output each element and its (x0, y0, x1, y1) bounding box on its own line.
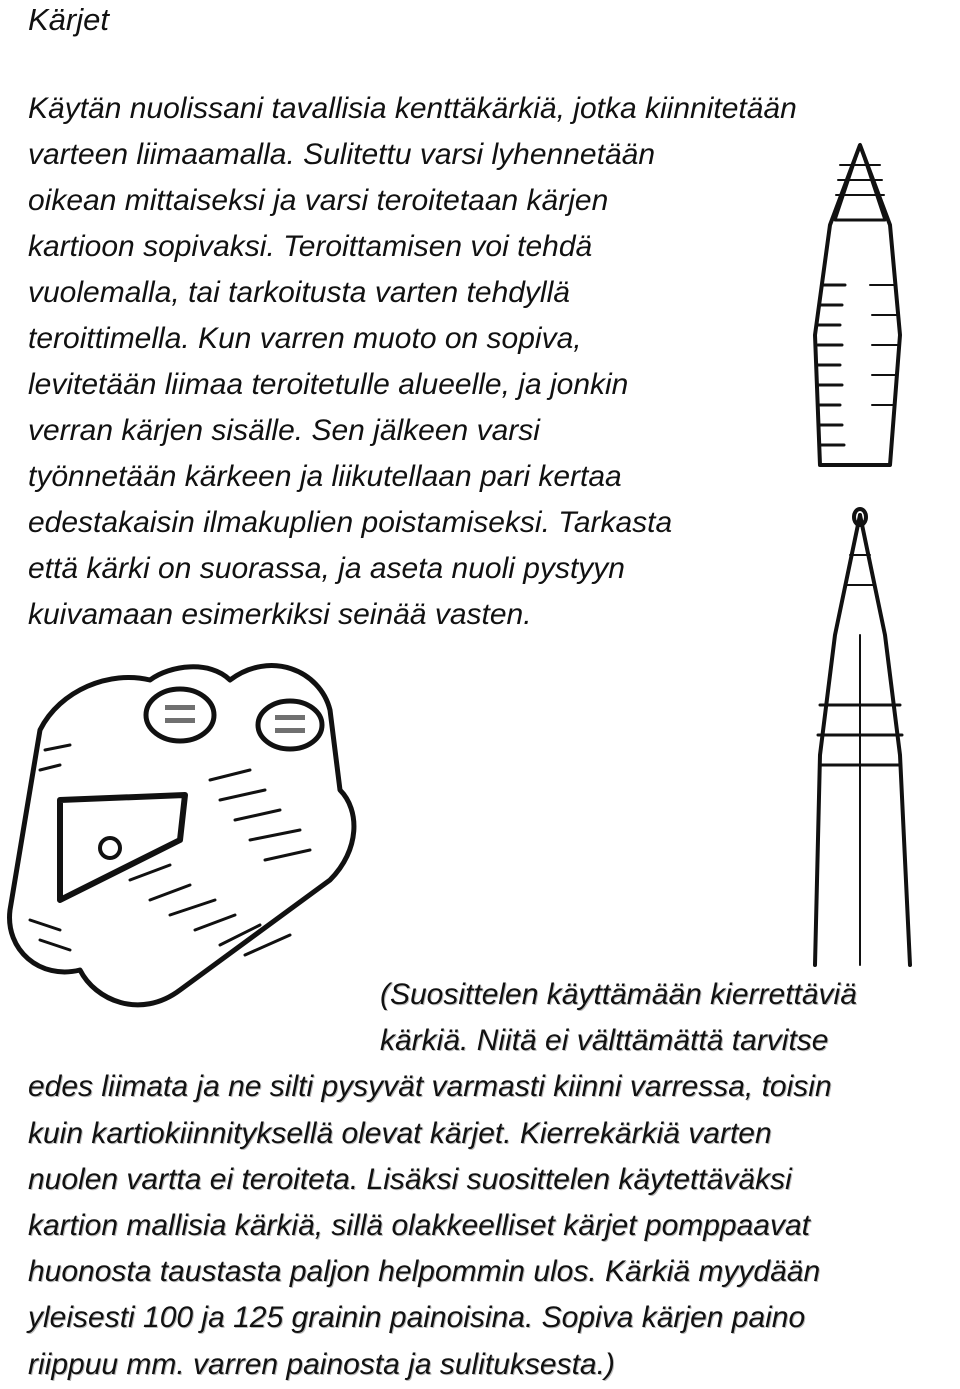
text-line: kärkiä. Niitä ei välttämättä tarvitse (380, 1024, 829, 1058)
text-line: riippuu mm. varren painosta ja sulituksesta.) (28, 1347, 615, 1381)
text-line: edestakaisin ilmakuplien poistamiseksi. Tarkasta (28, 506, 673, 539)
text-line: teroittimella. Kun varren muoto on sopiva, (28, 322, 582, 355)
text-line: Käytän nuolissani tavallisia kenttäkärkiä, jotka kiinnitetään (28, 92, 797, 125)
text-line: työnnetään kärkeen ja liikutellaan pari kertaa (28, 460, 622, 493)
text-line: levitetään liimaa teroitetulle alueelle, ja jonkin (28, 368, 629, 401)
sharpened-shafts-drawing (760, 135, 960, 975)
text-line: että kärki on suorassa, ja aseta nuoli pystyyn (28, 552, 625, 585)
text-line: kuin kartiokiinnityksellä olevat kärjet. Kierrekärkiä varten (28, 1116, 772, 1150)
text-line: kartion mallisia kärkiä, sillä olakkeelliset kärjet pomppaavat (28, 1208, 811, 1242)
text-line: edes liimata ja ne silti pysyvät varmasti kiinni varressa, toisin (28, 1070, 832, 1104)
paragraph-instructions (28, 86, 797, 638)
text-line: kartioon sopivaksi. Teroittamisen voi tehdä (28, 230, 593, 263)
text-line: yleisesti 100 ja 125 grainin painoisina. Sopiva kärjen paino (28, 1301, 806, 1335)
text-line: nuolen vartta ei teroiteta. Lisäksi suosittelen käytettäväksi (28, 1162, 792, 1196)
page-title: Kärjet (28, 2, 109, 37)
text-line: kuivamaan esimerkiksi seinää vasten. (28, 598, 532, 631)
text-line: verran kärjen sisälle. Sen jälkeen varsi (28, 414, 540, 447)
text-line: vuolemalla, tai tarkoitusta varten tehdyllä (28, 276, 570, 309)
text-line: (Suosittelen käyttämään kierrettäviä (380, 978, 857, 1011)
paragraph-recommendation (28, 972, 857, 1388)
text-line: varteen liimaamalla. Sulitettu varsi lyhennetään (28, 138, 655, 171)
text-line: huonosta taustasta paljon helpommin ulos. Kärkiä myydään (28, 1255, 821, 1289)
text-line: oikean mittaiseksi ja varsi teroitetaan kärjen (28, 184, 609, 217)
